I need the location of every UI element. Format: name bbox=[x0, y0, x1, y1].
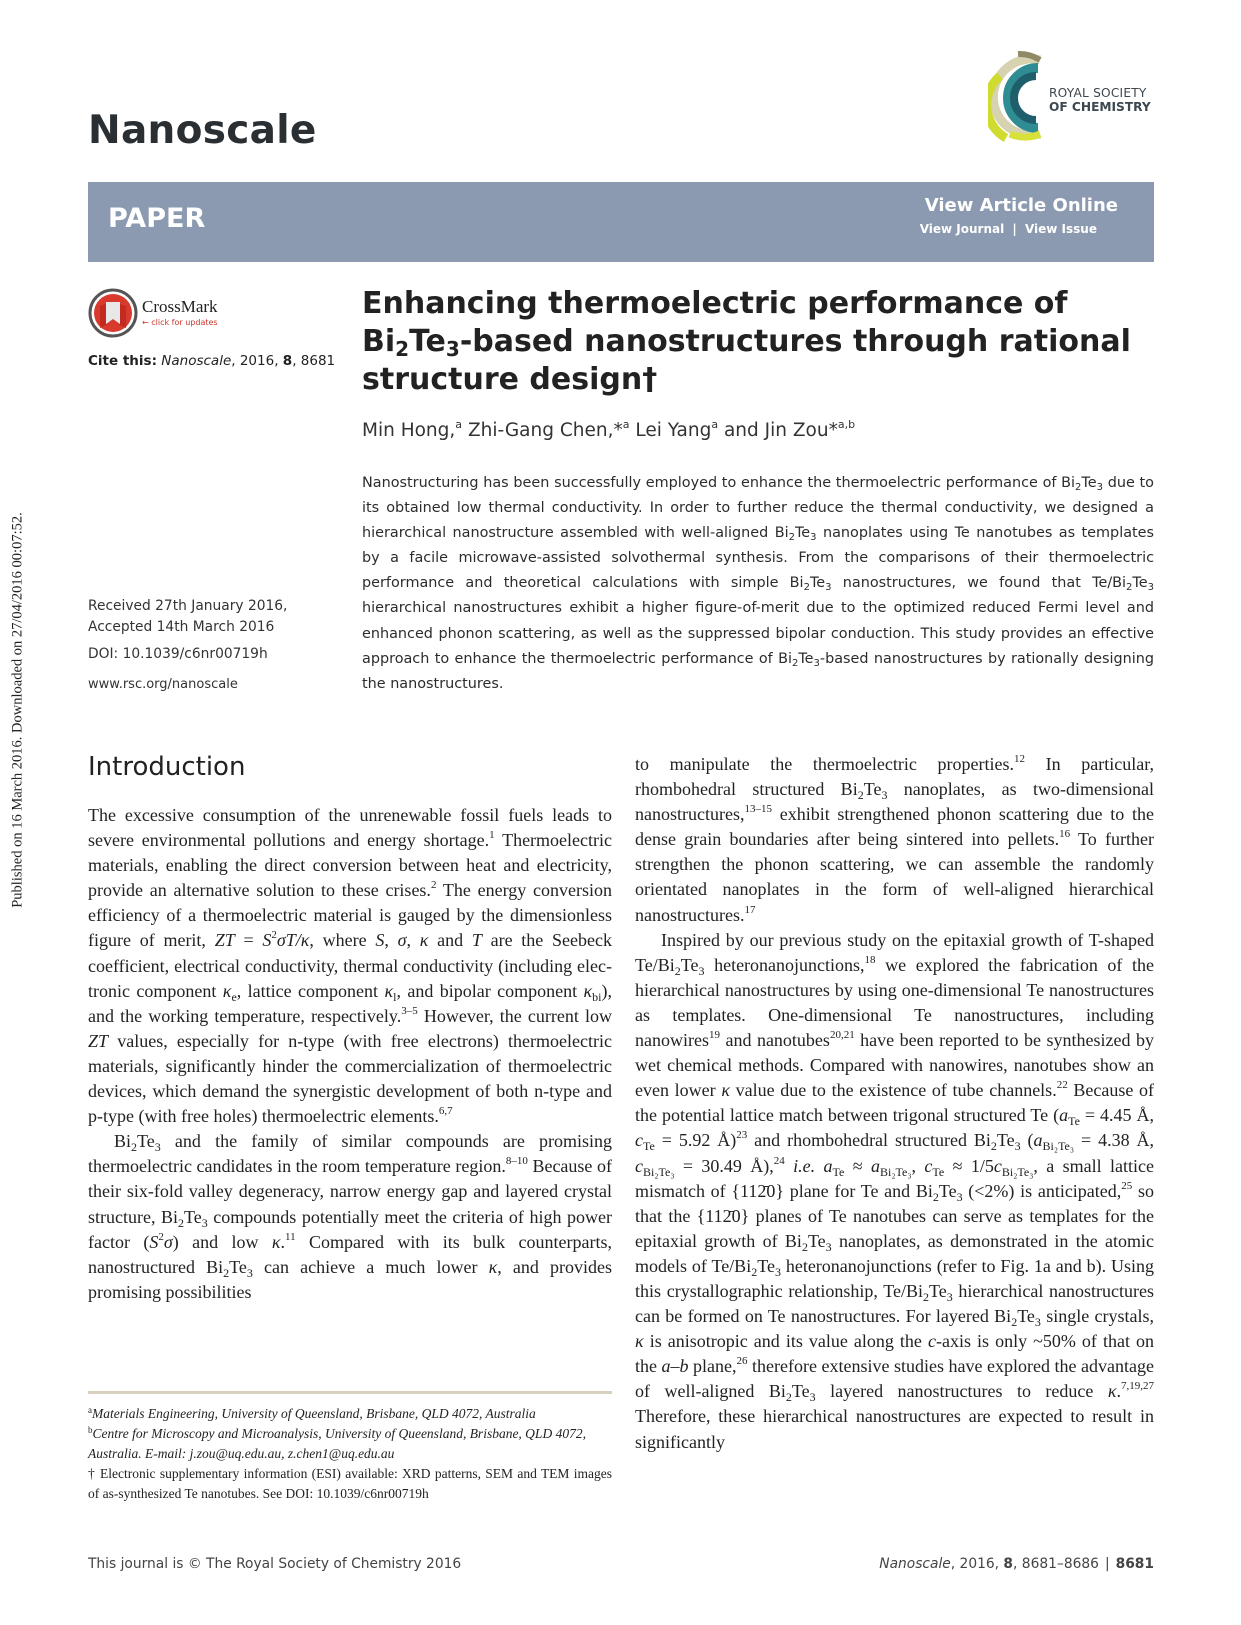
author-affiliation: a bbox=[622, 418, 630, 431]
rsc-emblem-icon bbox=[988, 42, 1050, 154]
view-issue-link[interactable]: View Issue bbox=[1024, 222, 1097, 236]
body-paragraph: $Bi_2Te_3$ and the family of similar compounds are promising thermoelectric candidates in the room temperature region.$^{8-10}$ Because of their six-fold valley degeneracy, narrow energy gap and layered crystal structure, $Bi_2Te_3$ compounds potentially meet the criteria of high power factor $(S^2\sigma)$ and low κ.$^{11}$ Compared with its bulk counterparts, nanostructured $Bi_2Te_3$ can achieve a much lower κ, and provides promising possibilities bbox=[88, 1131, 613, 1302]
arrow-left-icon: ← bbox=[142, 318, 152, 327]
publisher-logo-line2: OF CHEMISTRY bbox=[1049, 100, 1151, 114]
accepted-date: Accepted 14th March 2016 bbox=[88, 619, 275, 635]
footnote-divider bbox=[88, 1391, 612, 1394]
author-name: Zhi-Gang Chen,* bbox=[467, 420, 623, 441]
view-article-online-link[interactable]: View Article Online bbox=[924, 195, 1118, 216]
paper-title: Enhancing thermoelectric performance of $Bi_2Te_3$-based nanostructures through rational structure design† bbox=[362, 286, 1131, 397]
crossmark-badge[interactable] bbox=[88, 288, 248, 342]
citation: Cite this: Nanoscale, 2016, 8, 8681 bbox=[88, 353, 336, 369]
abstract: Nanostructuring has been successfully employed to enhance the thermoelectric performance of $Bi_2Te_3$ due to its obtained low thermal conductivity. In order to further reduce the thermal conductivity, we designed a hierarchical nanostructure assembled with well-aligned $Bi_2Te_3$ nanoplates using Te nanotubes as templates by a facile microwave-assisted solvothermal synthesis. From the comparisons of their thermoelectric performance and theoretical calculations with simple $Bi_2Te_3$ nanostructures, we found that $Te/Bi_2Te_3$ hierarchical nanostructures exhibit a higher figure-of-merit due to the optimized reduced Fermi level and enhanced phonon scattering, as well as the suppressed bipolar conduction. This study provides an effective approach to enhance the thermoelectric performance of $Bi_2Te_3$-based nanostructures by rationally designing the nanostructures. bbox=[362, 475, 1155, 692]
author-affiliation: a bbox=[455, 418, 463, 431]
crossmark-icon bbox=[88, 288, 138, 338]
author-name: and Jin Zou* bbox=[723, 420, 838, 441]
journal-url-link[interactable]: www.rsc.org/nanoscale bbox=[88, 677, 238, 692]
footnotes bbox=[88, 1404, 612, 1504]
author-name: Min Hong, bbox=[362, 420, 456, 441]
footer-copyright: This journal is © The Royal Society of Chemistry 2016 bbox=[88, 1556, 462, 1572]
download-stamp-text: Published on 16 March 2016. Downloaded on 27/04/2016 00:07:52. bbox=[9, 512, 26, 908]
article-type-label: PAPER bbox=[108, 203, 206, 234]
page-number: 8681 bbox=[1115, 1556, 1154, 1572]
footer-citation: Nanoscale, 2016, 8, 8681–8686 | 8681 bbox=[879, 1556, 1154, 1572]
cite-prefix: Cite this: bbox=[88, 353, 157, 369]
footnote-affiliation-a: $^a$Materials Engineering, University of Queensland, Brisbane, QLD 4072, Australia bbox=[88, 1405, 536, 1421]
crossmark-tagline: ← click for updates bbox=[142, 318, 218, 327]
body-paragraph: Inspired by our previous study on the epitaxial growth of T-shaped $Te/Bi_2Te_3$ heteronanojunctions,$^{18}$ we explored the fabrication of the hierarchical nanostructures by using one-dimensional Te nanostructures as templates. One-dimensional Te nanostructures, including nanowires$^{19}$ and nanotubes$^{20,21}$ have been reported to be synthesized by wet chemical methods. Compared with nanowires, nanotubes show an even lower κ value due to the existence of tube channels.$^{22}$ Because of the potential lattice match between trigonal structured Te ($a_{Te} = 4.45$ Å, $c_{Te} = 5.92$ Å)$^{23}$ and rhombohedral structured $Bi_2Te_3$ ($a_{Bi_2Te_3} = 4.38$ Å, $c_{Bi_2Te_3} = 30.49$ Å),$^{24}$ i.e. $a_{Te} \approx a_{Bi_2Te_3}$, $c_{Te} \approx 1/5c_{Bi_2Te_3}$, a small lattice mismatch of {112̄0} plane for Te and $Bi_2Te_3$ (<2%) is anticipated,$^{25}$ so that the {112̄0} planes of Te nanotubes can serve as templates for the epitaxial growth of $Bi_2Te_3$ nanoplates, as demonstrated in the atomic models of $Te/Bi_2Te_3$ heteronanojunctions (refer to Fig. 1a and b). Using this crystallographic relationship, $Te/Bi_2Te_3$ hierarchical nanostructures can be formed on Te nanostructures. For layered $Bi_2Te_3$ single crystals, κ is anisotropic and its value along the c-axis is only ~50% of that on the a–b plane,$^{26}$ therefore extensive studies have explored the advantage of well-aligned $Bi_2Te_3$ layered nanostructures to reduce κ.$^{7,19,27}$ Therefore, these hierarchical nanostructures are expected to result in significantly bbox=[635, 929, 1155, 1452]
author-affiliation: a,b bbox=[837, 418, 856, 431]
body-paragraph: The excessive consumption of the unrenewable fossil fuels leads to severe environmental pollutions and energy shortage.$^1$ Thermoelectric materials, enabling the direct conversion between heat and electricity, provide an alternative solution to these crises.$^2$ The energy conversion efficiency of a thermoelectric material is gauged by the dimensionless figure of merit, ZT = $S^2\sigma T/\kappa$, where S, σ, κ and T are the Seebeck coefficient, electrical conductivity, thermal conductivity (including electronic component $\kappa_e$, lattice component $\kappa_l$, and bipolar component $\kappa_{bi}$), and the working temperature, respectively.$^{3-5}$ However, the current low ZT values, especially for n-type (with free electrons) thermoelectric materials, significantly hinder the commercialization of thermoelectric devices, which demand the synergistic development of both n-type and p-type (with free holes) thermoelectric elements.$^{6,7}$ bbox=[88, 805, 613, 1127]
footnote-esi: † Electronic supplementary information (ESI) available: XRD patterns, SEM and TEM images of as-synthesized Te nanotubes. See DOI: 10.1039/c6nr00719h bbox=[88, 1466, 612, 1502]
doi[interactable]: DOI: 10.1039/c6nr00719h bbox=[88, 646, 268, 662]
author-name: Lei Yang bbox=[635, 420, 712, 441]
journal-title: Nanoscale bbox=[88, 108, 317, 153]
publisher-logo[interactable] bbox=[988, 42, 1151, 154]
crossmark-label: CrossMark bbox=[142, 297, 218, 316]
download-stamp bbox=[8, 480, 28, 940]
publisher-logo-line1: ROYAL SOCIETY bbox=[1049, 86, 1147, 100]
author-list bbox=[362, 420, 855, 441]
received-date: Received 27th January 2016, bbox=[88, 598, 288, 614]
view-links-separator: | bbox=[1012, 222, 1017, 236]
footnote-affiliation-b: $^b$Centre for Microscopy and Microanalysis, University of Queensland, Brisbane, QLD 4072, Australia. E-mail: j.zou@uq.edu.au, z.chen1@uq.edu.au bbox=[88, 1425, 586, 1462]
cite-volume: 8 bbox=[282, 353, 293, 369]
body-column-left bbox=[88, 803, 612, 1305]
article-type-banner bbox=[88, 182, 1154, 262]
view-links bbox=[920, 222, 1097, 236]
author-affiliation: a bbox=[711, 418, 719, 431]
view-journal-link[interactable]: View Journal bbox=[919, 222, 1005, 236]
body-paragraph: to manipulate the thermoelectric properties.$^{12}$ In particular, rhombohedral structured $Bi_2Te_3$ nanoplates, as two-dimensional nanostructures,$^{13-15}$ exhibit strengthened phonon scattering due to the dense grain boundaries after being sintered into pellets.$^{16}$ To further strengthen the phonon scattering, we can assemble the randomly orientated nanoplates in the form of well-aligned hierarchical nanostructures.$^{17}$ bbox=[635, 753, 1155, 925]
section-heading-introduction: Introduction bbox=[88, 752, 246, 782]
cite-journal: Nanoscale bbox=[161, 353, 232, 369]
body-column-right bbox=[635, 752, 1154, 1455]
